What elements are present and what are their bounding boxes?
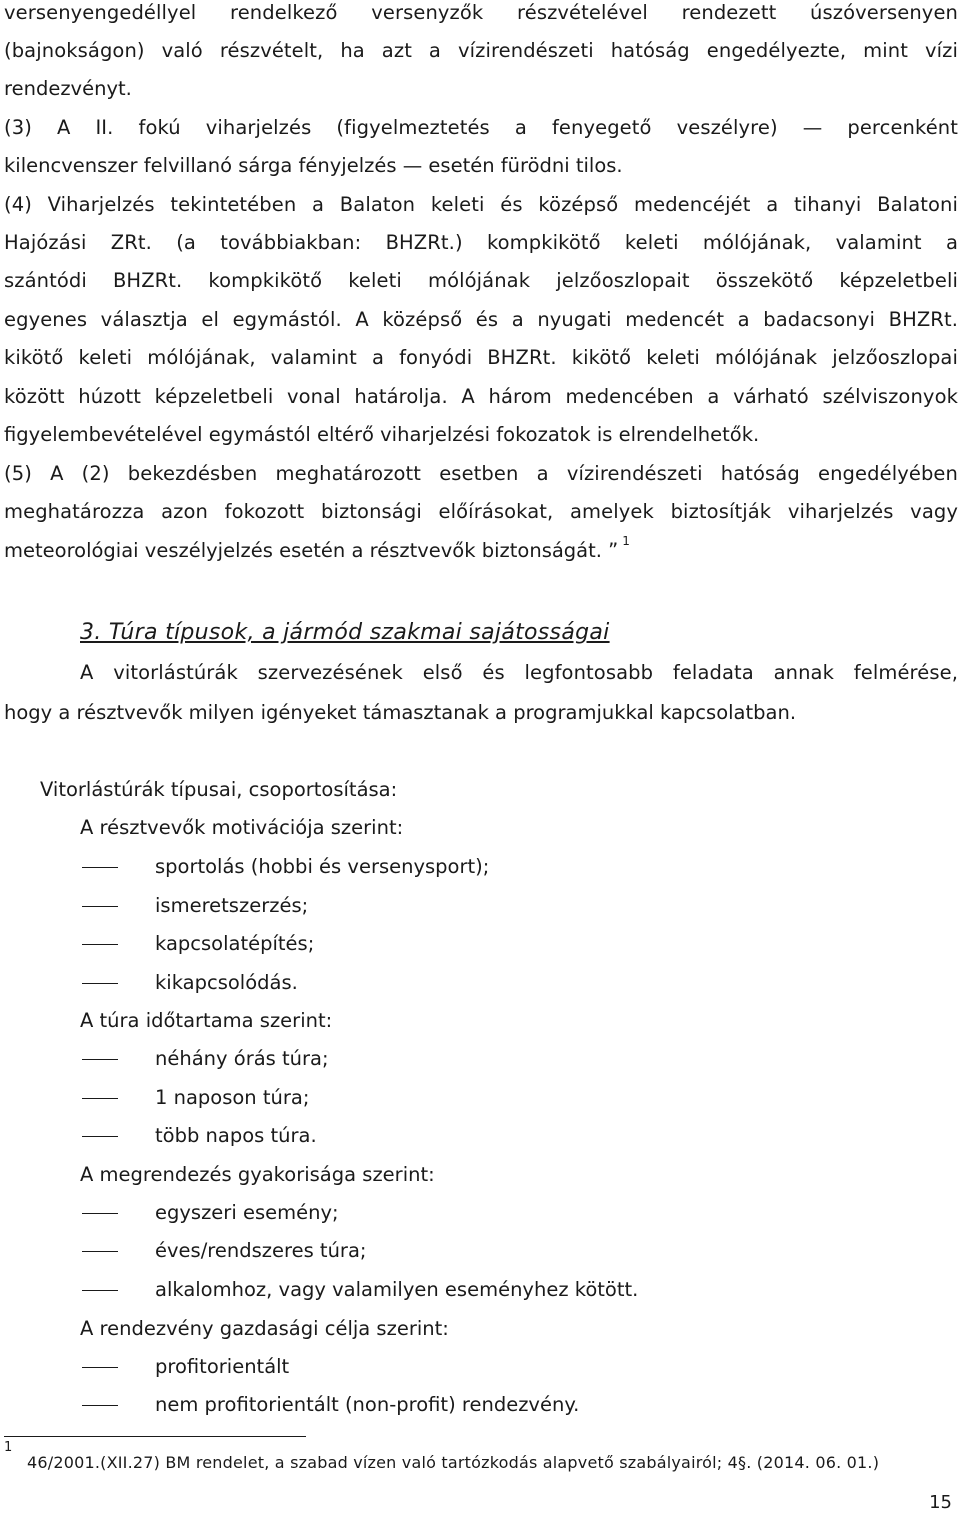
body-line: között húzott képzeletbeli vonal határolja. A három medencében a várható szélviszonyok	[4, 385, 958, 408]
dash-bullet	[82, 944, 118, 945]
group-label: A megrendezés gyakorisága szerint:	[80, 1163, 435, 1186]
dash-bullet	[82, 867, 118, 868]
dash-bullet	[82, 1367, 118, 1368]
footnote-number: 1	[4, 1440, 13, 1455]
body-line: (3) A II. fokú viharjelzés (figyelmeztetés a fenyegető veszélyre) — percenként	[4, 116, 958, 139]
list-item: néhány órás túra;	[155, 1047, 329, 1070]
dash-bullet	[82, 1136, 118, 1137]
dash-bullet	[82, 906, 118, 907]
list-item: több napos túra.	[155, 1124, 317, 1147]
body-line: figyelembevételével egymástól eltérő viharjelzési fokozatok is elrendelhetők.	[4, 423, 760, 446]
list-item: 1 naposon túra;	[155, 1086, 310, 1109]
dash-bullet	[82, 1290, 118, 1291]
list-item: ismeretszerzés;	[155, 894, 309, 917]
list-item: kapcsolatépítés;	[155, 932, 315, 955]
body-line: szántódi BHZRt. kompkikötő keleti mólójának jelzőoszlopait összekötő képzeletbeli	[4, 269, 958, 292]
list-item: alkalomhoz, vagy valamilyen eseményhez kötött.	[155, 1278, 639, 1301]
dash-bullet	[82, 1098, 118, 1099]
classification-title: Vitorlástúrák típusai, csoportosítása:	[40, 778, 398, 801]
dash-bullet	[82, 1213, 118, 1214]
footnote-separator	[4, 1436, 306, 1437]
group-label: A túra időtartama szerint:	[80, 1009, 333, 1032]
body-line-text: meteorológiai veszélyjelzés esetén a résztvevők biztonságát. ”	[4, 539, 619, 562]
body-line: (5) A (2) bekezdésben meghatározott esetben a vízirendészeti hatóság engedélyében	[4, 462, 958, 485]
body-line: (bajnokságon) való részvételt, ha azt a vízirendészeti hatóság engedélyezte, mint vízi	[4, 39, 958, 62]
dash-bullet	[82, 1059, 118, 1060]
group-label: A rendezvény gazdasági célja szerint:	[80, 1317, 449, 1340]
page-number: 15	[929, 1492, 952, 1513]
dash-bullet	[82, 1405, 118, 1406]
body-line: meghatározza azon fokozott biztonsági előírásokat, amelyek biztosítják viharjelzés vagy	[4, 500, 958, 523]
body-line: rendezvényt.	[4, 77, 132, 100]
section-intro-line: hogy a résztvevők milyen igényeket támasztanak a programjukkal kapcsolatban.	[4, 701, 797, 724]
group-label: A résztvevők motivációja szerint:	[80, 816, 404, 839]
list-item: sportolás (hobbi és versenysport);	[155, 855, 490, 878]
section-intro-line: A vitorlástúrák szervezésének első és legfontosabb feladata annak felmérése,	[80, 661, 958, 684]
list-item: profitorientált	[155, 1355, 290, 1378]
footnote-reference: 1	[622, 534, 630, 548]
body-line: versenyengedéllyel rendelkező versenyzők részvételével rendezett úszóversenyen	[4, 1, 958, 24]
body-line: kikötő keleti mólójának, valamint a fonyódi BHZRt. kikötő keleti mólójának jelzőoszlopai	[4, 346, 958, 369]
body-line: kilencvenszer felvillanó sárga fényjelzés — esetén fürödni tilos.	[4, 154, 623, 177]
body-line-last	[4, 534, 630, 566]
dash-bullet	[82, 983, 118, 984]
body-line: (4) Viharjelzés tekintetében a Balaton keleti és középső medencéjét a tihanyi Balatoni	[4, 193, 958, 216]
body-line: Hajózási ZRt. (a továbbiakban: BHZRt.) kompkikötő keleti mólójának, valamint a	[4, 231, 958, 254]
dash-bullet	[82, 1251, 118, 1252]
list-item: nem profitorientált (non-profit) rendezvény.	[155, 1393, 580, 1416]
list-item: éves/rendszeres túra;	[155, 1239, 367, 1262]
body-line: egyenes választja el egymástól. A középső és a nyugati medencét a badacsonyi BHZRt.	[4, 308, 958, 331]
list-item: egyszeri esemény;	[155, 1201, 339, 1224]
footnote-text: 46/2001.(XII.27) BM rendelet, a szabad vízen való tartózkodás alapvető szabályairól; 4§. (2014. 06. 01.)	[27, 1453, 880, 1472]
list-item: kikapcsolódás.	[155, 971, 298, 994]
section-heading: 3. Túra típusok, a jármód szakmai sajátosságai	[80, 620, 610, 645]
